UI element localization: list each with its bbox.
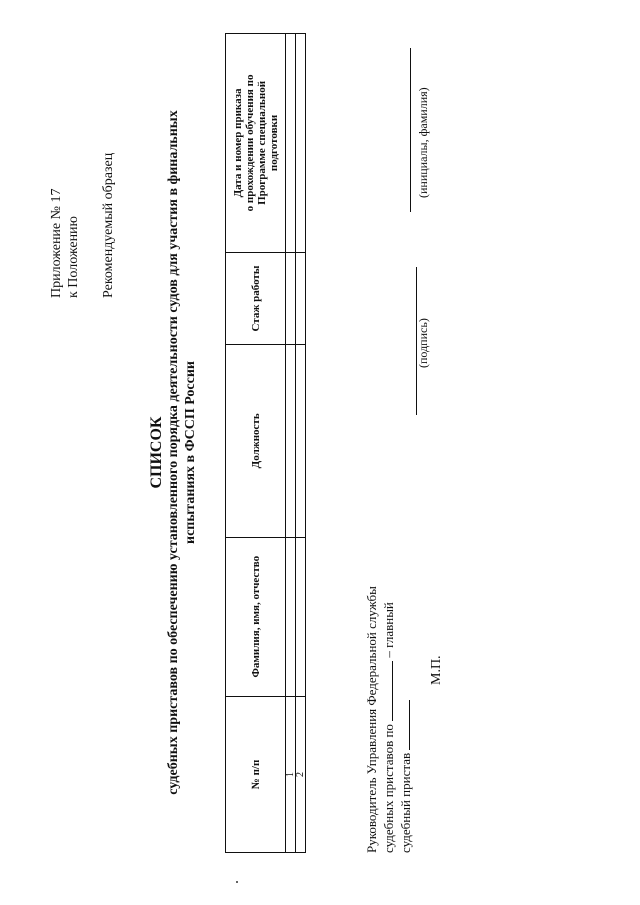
document-title: СПИСОК bbox=[148, 416, 165, 489]
subtitle-line-2: испытаниях в ФССП России bbox=[183, 361, 198, 544]
table-header-row bbox=[226, 34, 286, 853]
cell-experience bbox=[286, 252, 296, 344]
cell-order-info bbox=[286, 34, 296, 253]
cell-position bbox=[286, 345, 296, 537]
table-row bbox=[296, 34, 306, 853]
row-number: 1 bbox=[286, 696, 296, 852]
stamp-place: М.П. bbox=[429, 655, 444, 685]
signature-line-2-suffix: – главный bbox=[381, 602, 396, 658]
header-full-name: Фамилия, имя, отчество bbox=[226, 537, 286, 696]
signature-line-2-prefix: судебных приставов по bbox=[381, 724, 396, 853]
cell-position bbox=[296, 345, 306, 537]
signature-line-3 bbox=[397, 700, 414, 853]
name-caption: (инициалы, фамилия) bbox=[416, 87, 430, 198]
name-field-line bbox=[410, 48, 411, 212]
signature-line-3-label: судебный пристав bbox=[398, 752, 413, 853]
subtitle-line-1: судебных приставов по обеспечению установленного порядка деятельности судов для участия в финальных bbox=[166, 110, 181, 795]
appendix-number: Приложение № 17 bbox=[49, 188, 64, 298]
header-number: № п/п bbox=[226, 696, 286, 852]
signature-line-1: Руководитель Управления Федеральной службы bbox=[364, 586, 379, 853]
signature-caption: (подпись) bbox=[416, 318, 430, 368]
document-subtitle bbox=[165, 90, 199, 815]
signature-line-2 bbox=[380, 602, 397, 853]
region-blank-line bbox=[380, 661, 393, 721]
cell-order-info bbox=[296, 34, 306, 253]
header-order-info: Дата и номер приказа о прохождении обучения по Программе специальной подготовки bbox=[226, 34, 286, 253]
appendix-reference: к Положению bbox=[66, 215, 81, 298]
row-number: 2 bbox=[296, 696, 306, 852]
header-position: Должность bbox=[226, 345, 286, 537]
bailiff-blank-line bbox=[397, 700, 410, 750]
header-experience: Стаж работы bbox=[226, 252, 286, 344]
candidates-table bbox=[225, 33, 306, 853]
sample-label: Рекомендуемый образец bbox=[101, 152, 116, 298]
table-row bbox=[286, 34, 296, 853]
cell-full-name bbox=[286, 537, 296, 696]
scan-speck bbox=[236, 881, 238, 883]
cell-full-name bbox=[296, 537, 306, 696]
cell-experience bbox=[296, 252, 306, 344]
